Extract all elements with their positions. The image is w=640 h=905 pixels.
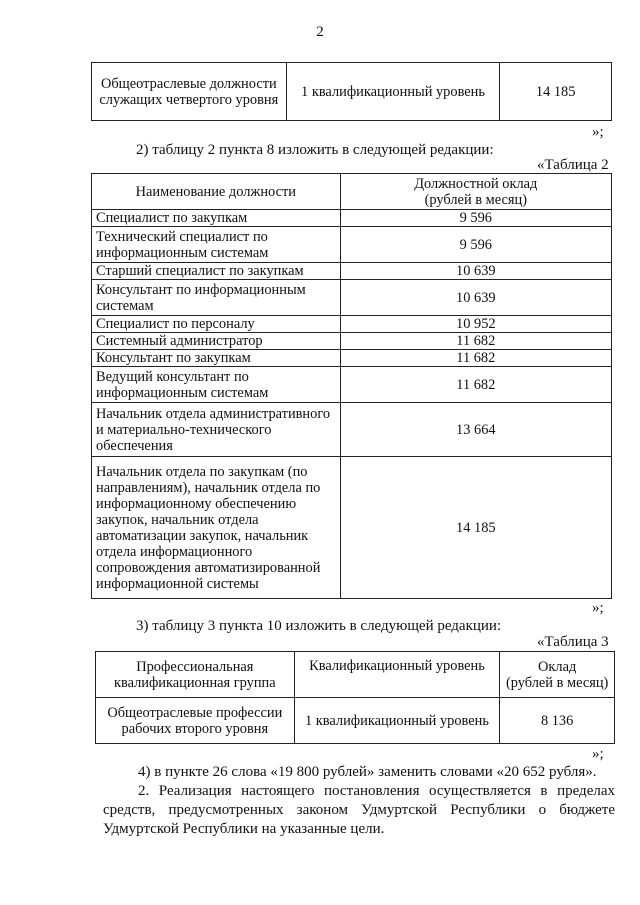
table-row [92, 63, 612, 121]
table-row [92, 263, 612, 280]
position-salary: 9 596 [340, 227, 611, 263]
position-salary: 11 682 [340, 350, 611, 367]
column-header-group-line2: квалификационная группа [113, 674, 276, 691]
quote-close: »; [592, 746, 604, 762]
table-2 [91, 173, 612, 599]
position-name: Специалист по персоналу [92, 316, 341, 333]
position-salary: 11 682 [340, 367, 611, 403]
table-cell-level: 1 квалификационный уровень [294, 698, 500, 744]
table-row [92, 350, 612, 367]
position-name: Начальник отдела по закупкам (по направлениям), начальник отдела по информационному обеспечению закупок, начальник отдела автоматизации закупок, начальник отдела информационного сопровождения автоматизированной информационной системы [92, 457, 341, 599]
table-row [92, 210, 612, 227]
position-name: Старший специалист по закупкам [92, 263, 341, 280]
page-number: 2 [316, 24, 324, 40]
column-header-level: Квалификационный уровень [294, 652, 500, 698]
amendment-item-2: 2) таблицу 2 пункта 8 изложить в следующей редакции: [136, 142, 494, 158]
table-row [92, 316, 612, 333]
position-salary: 11 682 [340, 333, 611, 350]
table-row [92, 333, 612, 350]
position-name: Ведущий консультант по информационным системам [92, 367, 341, 403]
table-row [92, 280, 612, 316]
column-header-salary-line2: (рублей в месяц) [424, 191, 527, 208]
table-header-row [96, 652, 615, 698]
position-name: Технический специалист по информационным системам [92, 227, 341, 263]
column-header-salary [340, 174, 611, 210]
table-3 [95, 651, 615, 744]
table-row [96, 698, 615, 744]
column-header-name: Наименование должности [92, 174, 341, 210]
position-name: Начальник отдела административного и материально-технического обеспечения [92, 403, 341, 457]
position-salary: 14 185 [340, 457, 611, 599]
table-row [92, 403, 612, 457]
quote-close: »; [592, 600, 604, 616]
amendment-item-3: 3) таблицу 3 пункта 10 изложить в следующей редакции: [136, 618, 502, 634]
table-2-caption: «Таблица 2 [537, 157, 609, 173]
position-salary: 13 664 [340, 403, 611, 457]
column-header-salary-line2: (рублей в месяц) [505, 674, 609, 691]
table-row [92, 227, 612, 263]
table-cell-level: 1 квалификационный уровень [286, 63, 500, 121]
table-cell-group: Общеотраслевые профессии рабочих второго уровня [96, 698, 295, 744]
table-1 [91, 62, 612, 121]
column-header-group [96, 652, 295, 698]
position-salary: 10 639 [340, 280, 611, 316]
paragraph-2: 2. Реализация настоящего постановления осуществляется в пределах средств, предусмотренных законом Удмуртской Республики о бюджете Удмуртской Республики на указанные цели. [103, 783, 615, 837]
table-cell-salary: 14 185 [500, 63, 612, 121]
position-salary: 9 596 [340, 210, 611, 227]
table-3-caption: «Таблица 3 [537, 634, 609, 650]
table-header-row [92, 174, 612, 210]
column-header-group-line1: Профессиональная [136, 658, 254, 675]
amendment-item-4: 4) в пункте 26 слова «19 800 рублей» заменить словами «20 652 рубля». [138, 764, 597, 780]
position-name: Специалист по закупкам [92, 210, 341, 227]
table-cell-group: Общеотраслевые должности служащих четвертого уровня [92, 63, 287, 121]
table-cell-salary: 8 136 [500, 698, 615, 744]
table-row [92, 457, 612, 599]
quote-close: »; [592, 124, 604, 140]
position-salary: 10 639 [340, 263, 611, 280]
position-name: Системный администратор [92, 333, 341, 350]
column-header-salary-line1: Должностной оклад [414, 175, 538, 192]
position-name: Консультант по информационным системам [92, 280, 341, 316]
position-name: Консультант по закупкам [92, 350, 341, 367]
table-row [92, 367, 612, 403]
column-header-salary-line1: Оклад [538, 658, 577, 675]
column-header-salary [500, 652, 615, 698]
position-salary: 10 952 [340, 316, 611, 333]
